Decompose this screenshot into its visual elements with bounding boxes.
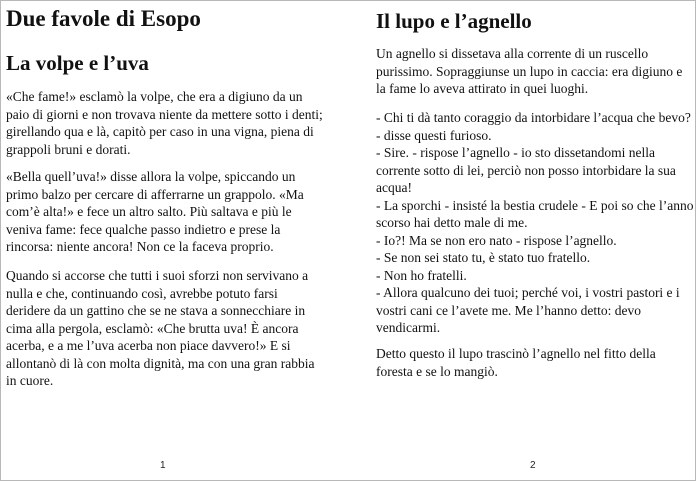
story-title-wolf: Il lupo e l’agnello <box>376 9 532 33</box>
dialogue-line: - Io?! Ma se non ero nato - rispose l’agnello. <box>376 232 617 248</box>
dialogue-line: - Se non sei stato tu, è stato tuo fratello. <box>376 250 591 265</box>
paragraph: Quando si accorse che tutti i suoi sforzi non servivano a nulla e che, continuando così, avrebbe potuto farsi deridere da un gattino che se ne stava a sonnecchiare in cima alla pergola, esclamò: «Che brutta uva! È ancora acerba, e a me l’uva acerba non piace davvero!» E si allontanò di là con molta dignità, ma con una gran rabbia in cuore. <box>6 268 315 388</box>
page-number: 1 <box>160 460 166 471</box>
paragraph-ending: Detto questo il lupo trascinò l’agnello nel fitto della foresta e se lo mangiò. <box>376 346 656 379</box>
left-page <box>6 0 326 481</box>
dialogue-block <box>376 109 694 337</box>
right-page <box>376 0 694 481</box>
story-title-fox: La volpe e l’uva <box>6 51 149 75</box>
page-number: 2 <box>530 460 536 471</box>
dialogue-line: - Sire. - rispose l’agnello - io sto dissetandomi nella corrente sotto di lei, perciò non posso intorbidare la sua acqua! <box>376 145 676 195</box>
paragraph-intro: Un agnello si dissetava alla corrente di un ruscello purissimo. Sopraggiunse un lupo in caccia: era digiuno e la fame lo aveva attirato in quei luoghi. <box>376 46 683 96</box>
document-title: Due favole di Esopo <box>6 6 201 31</box>
paragraph: «Bella quell’uva!» disse allora la volpe, spiccando un primo balzo per cercare di afferrarne un grappolo. «Ma com’è alta!» e fece un altro salto. Più saltava e più le veniva fame: fece qualche passo indietro e prese la rincorsa: niente ancora! Non ce la faceva proprio. <box>6 169 304 254</box>
dialogue-line: - Chi ti dà tanto coraggio da intorbidare l’acqua che bevo? - disse questi furioso. <box>376 110 691 143</box>
dialogue-line: - Non ho fratelli. <box>376 267 467 283</box>
paragraph: «Che fame!» esclamò la volpe, che era a digiuno da un paio di giorni e non trovava niente da mettere sotto i denti; girellando qua e là, capitò per caso in una vigna, piena di grappoli bruni e dorati. <box>6 89 323 157</box>
dialogue-line: - La sporchi - insisté la bestia crudele - E poi so che l’anno scorso hai detto male di me. <box>376 197 694 230</box>
dialogue-line: - Allora qualcuno dei tuoi; perché voi, i vostri pastori e i vostri cani ce l’avete me. Me l’hanno detto: devo vendicarmi. <box>376 285 680 335</box>
